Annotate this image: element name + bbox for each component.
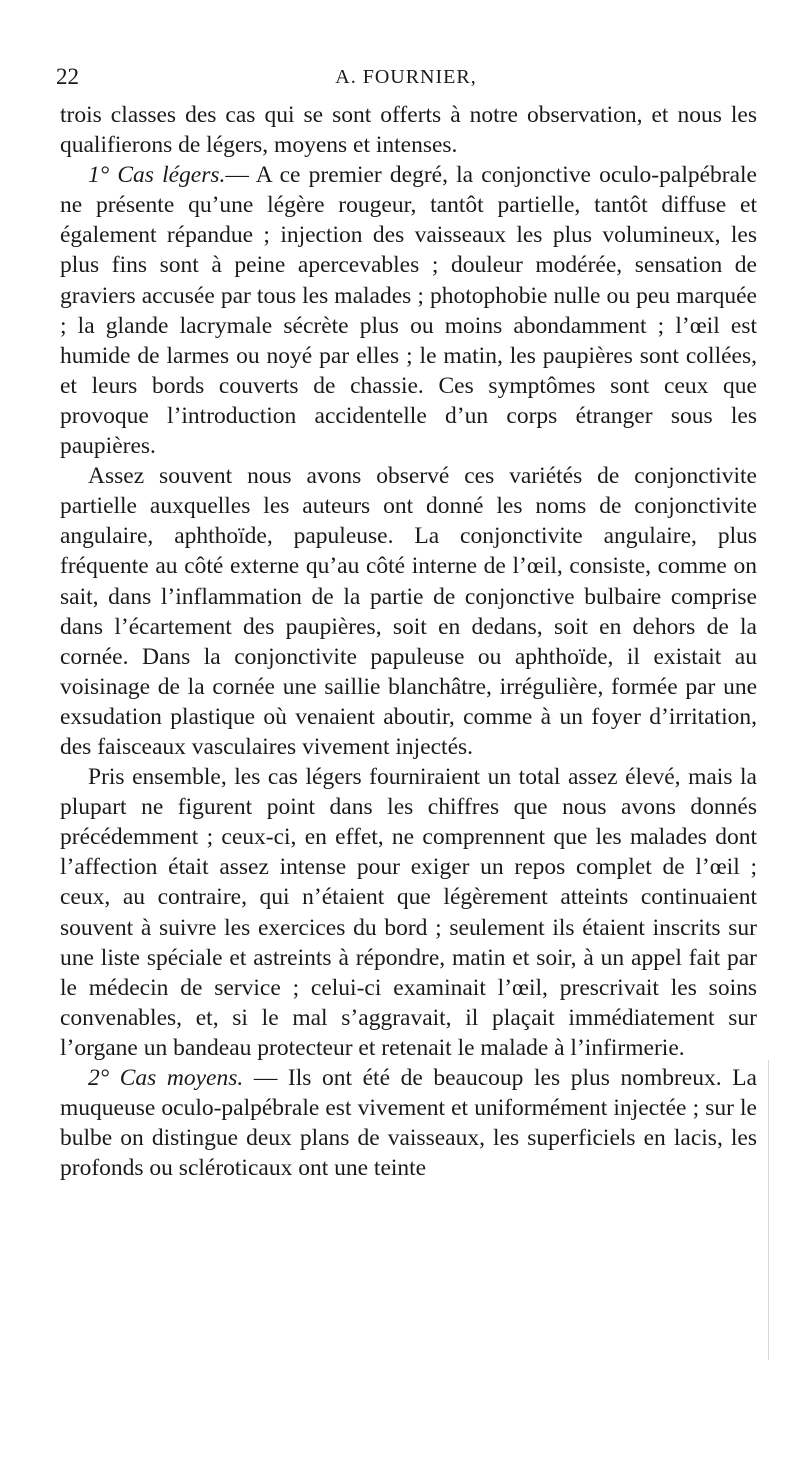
page-number: 22 xyxy=(56,64,79,89)
paragraph-text: Pris ensemble, les cas légers fourniraient un total assez élevé, mais la plupart ne figurent point dans les chiffres que nous avons donnés précédemment ; ceux-ci, en effet, ne comprennent que les malades dont l’affection était assez intense pour exiger un repos complet de l’œil ; ceux, au contraire, qui n’étaient que légèrement atteints continuaient souvent à suivre les exercices du bord ; seulement ils étaient inscrits sur une liste spéciale et astreints à répondre, matin et soir, à un appel fait par le médecin de service ; celui-ci examinait l’œil, prescrivait les soins convenables, et, si le mal s’aggravait, il plaçait immédiatement sur l’organe un bandeau protecteur et retenait le malade à l’infirmerie. xyxy=(60,764,757,1061)
page-edge-line xyxy=(768,1060,769,1360)
section-lead-mild: 1° Cas légers. xyxy=(88,162,226,189)
body-text xyxy=(60,100,757,1183)
paragraph-text: — A ce premier degré, la conjonctive oculo-palpébrale ne présente qu’une légère rougeur, tantôt partielle, tantôt diffuse et également répandue ; injection des vaisseaux les plus volumineux, les plus fins sont à peine apercevables ; douleur modérée, sensation de graviers accusée par tous les malades ; photophobie nulle ou peu marquée ; la glande lacrymale sécrète plus ou moins abondamment ; l’œil est humide de larmes ou noyé par elles ; le matin, les paupières sont collées, et leurs bords couverts de chassie. Ces symptômes sont ceux que provoque l’introduction accidentelle d’un corps étranger sous les paupières. xyxy=(60,162,757,460)
paragraph-continuation xyxy=(60,100,757,160)
paragraph-mild-cases xyxy=(60,160,757,461)
paragraph-text: trois classes des cas qui se sont offerts à notre observation, et nous les qualifierons de légers, moyens et intenses. xyxy=(60,102,757,159)
paragraph-moderate-cases xyxy=(60,1063,757,1183)
paragraph-text: — Ils ont été de beaucoup les plus nombreux. La muqueuse oculo-palpébrale est vivement et uniformément injectée ; sur le bulbe on distingue deux plans de vaisseaux, les superficiels en lacis, les profonds ou scléroticaux ont une teinte xyxy=(60,1065,757,1182)
paragraph-partial-conjunctivitis xyxy=(60,461,757,762)
section-lead-moderate: 2° Cas moyens. xyxy=(88,1065,244,1091)
paragraph-totals xyxy=(60,762,757,1063)
running-head: A. FOURNIER, xyxy=(335,66,477,88)
paragraph-text: Assez souvent nous avons observé ces variétés de conjonctivite partielle auxquelles les auteurs ont donné les noms de conjonctivite angulaire, aphthoïde, papuleuse. La conjonctivite angulaire, plus fréquente au côté externe qu’au côté interne de l’œil, consiste, comme on sait, dans l’inflammation de la partie de conjonctive bulbaire comprise dans l’écartement des paupières, soit en dedans, soit en dehors de la cornée. Dans la conjonctivite papuleuse ou aphthoïde, il existait au voisinage de la cornée une saillie blanchâtre, irrégulière, formée par une exsudation plastique où venaient aboutir, comme à un foyer d’irritation, des faisceaux vasculaires vivement injectés. xyxy=(60,463,757,760)
page-header xyxy=(56,64,756,94)
